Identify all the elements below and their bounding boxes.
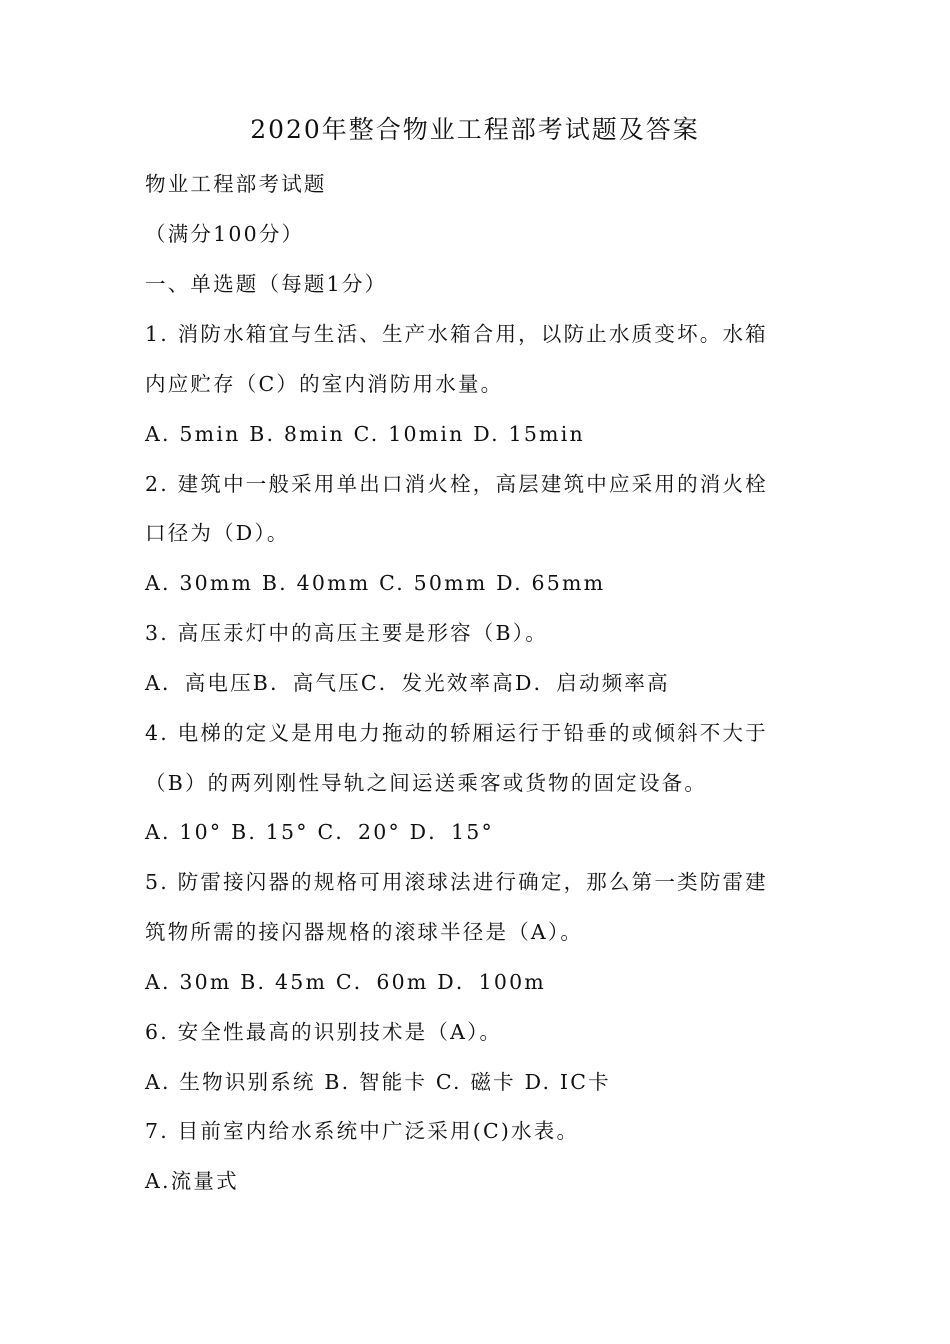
question-line: （B）的两列刚性导轨之间运送乘客或货物的固定设备。 (145, 771, 708, 795)
options-line: A. 10° B. 15° C．20° D．15° (145, 820, 494, 844)
question-line: 筑物所需的接闪器规格的滚球半径是（A）。 (145, 920, 584, 944)
options-line: A．高电压B．高气压C．发光效率高D．启动频率高 (145, 671, 670, 695)
options-line: A. 5min B. 8min C. 10min D. 15min (145, 422, 585, 446)
question-line: 4. 电梯的定义是用电力拖动的轿厢运行于铅垂的或倾斜不大于 (145, 721, 768, 745)
section-heading: 一、单选题（每题1分） (145, 272, 388, 296)
options-line: A. 生物识别系统 B. 智能卡 C. 磁卡 D. IC卡 (145, 1070, 611, 1094)
document-subtitle: 物业工程部考试题 (145, 172, 327, 196)
question-line: 1. 消防水箱宜与生活、生产水箱合用，以防止水质变坏。水箱 (145, 322, 768, 346)
options-line: A.流量式 (145, 1169, 239, 1193)
score-note: （满分100分） (145, 222, 305, 246)
question-line: 7. 目前室内给水系统中广泛采用(C)水表。 (145, 1119, 580, 1143)
question-line: 5. 防雷接闪器的规格可用滚球法进行确定，那么第一类防雷建 (145, 870, 768, 894)
question-line: 口径为（D）。 (145, 521, 290, 545)
options-line: A. 30m B. 45m C．60m D．100m (145, 970, 546, 994)
question-line: 内应贮存（C）的室内消防用水量。 (145, 372, 504, 396)
options-line: A. 30mm B. 40mm C. 50mm D. 65mm (145, 571, 606, 595)
document-title: 2020年整合物业工程部考试题及答案 (250, 115, 700, 144)
question-line: 2. 建筑中一般采用单出口消火栓，高层建筑中应采用的消火栓 (145, 472, 768, 496)
question-line: 3. 高压汞灯中的高压主要是形容（B）。 (145, 621, 548, 645)
question-line: 6. 安全性最高的识别技术是（A）。 (145, 1020, 503, 1044)
